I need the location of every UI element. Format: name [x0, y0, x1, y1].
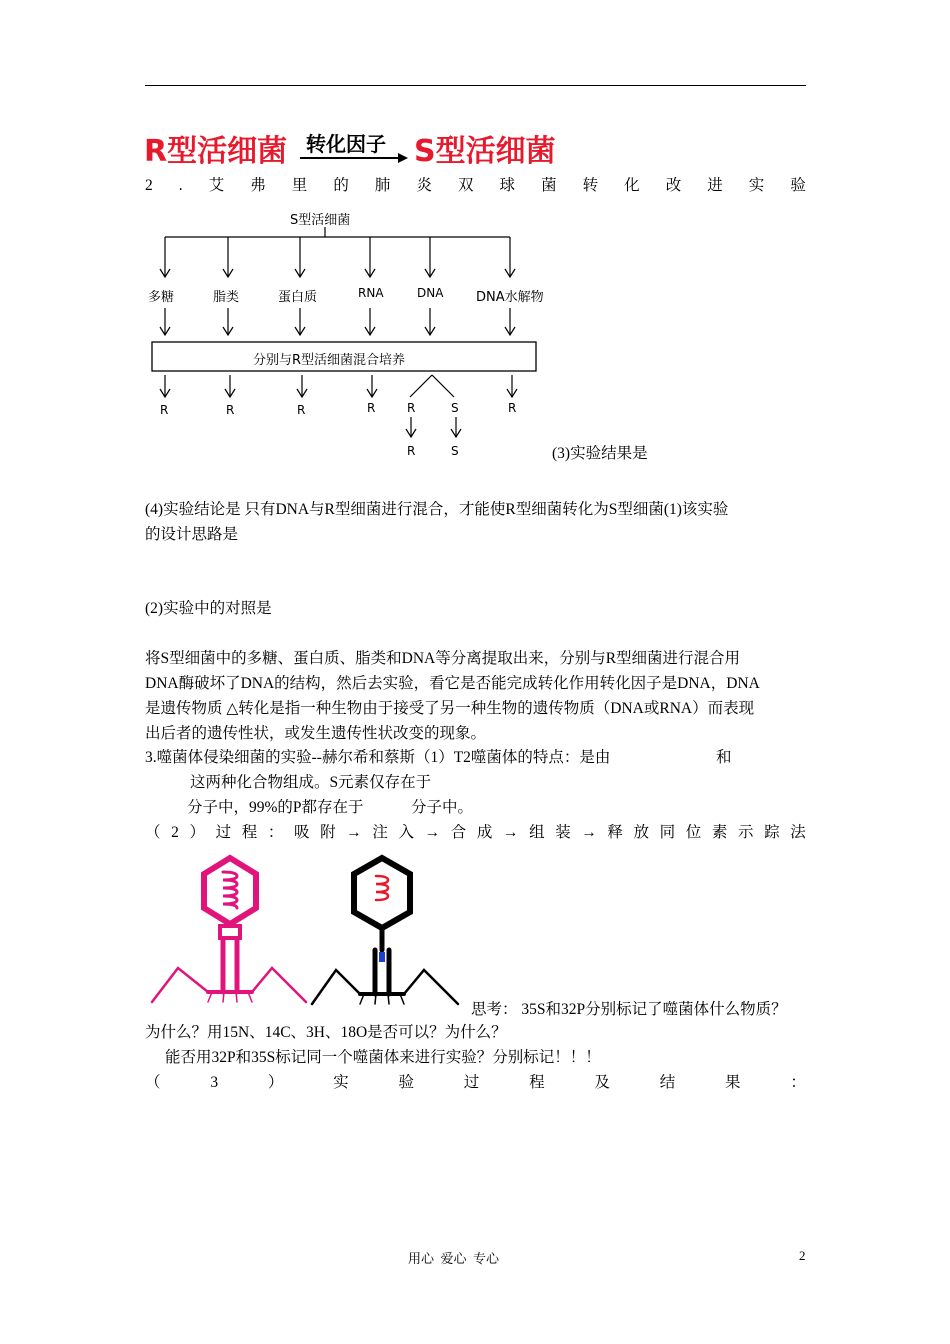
result-r: R [407, 401, 416, 415]
phage-black-illustration [308, 852, 468, 1010]
justified-char: 装 [555, 824, 571, 841]
section2-heading [145, 175, 806, 197]
justified-char: 改 [665, 177, 682, 194]
justified-char: 果 [725, 1074, 741, 1091]
justified-char: ： [267, 824, 284, 841]
justified-char: ： [790, 1074, 806, 1091]
justified-char: 释 [607, 824, 623, 841]
justified-char: 的 [333, 177, 349, 194]
result-r-lower: R [407, 444, 416, 458]
justified-char: 菌 [541, 177, 557, 194]
justified-char: 过 [215, 824, 232, 841]
justified-char: 素 [711, 824, 728, 841]
justified-char: 2 [145, 177, 153, 194]
section3-line3a: 分子中，99%的P都存在于 [187, 799, 364, 816]
justified-char: 验 [790, 177, 806, 194]
justified-char: → [346, 824, 362, 841]
think-line2: 为什么？用15N、14C、3H、18O是否可以？为什么？ [145, 1024, 507, 1041]
justified-char: 踪 [764, 824, 780, 841]
justified-char: → [581, 824, 597, 841]
section3-line1: 3.噬菌体侵染细菌的实验--赫尔希和蔡斯（1）T2噬菌体的特点：是由 [145, 749, 611, 766]
justified-char: 弗 [250, 177, 266, 194]
justified-char: 肺 [374, 177, 391, 194]
justified-char: 结 [659, 1074, 676, 1091]
page-number: 2 [799, 1248, 806, 1263]
justified-char: 艾 [208, 177, 225, 194]
result-r: R [160, 403, 169, 417]
justified-char: ） [267, 1074, 284, 1091]
header-rule [145, 85, 806, 86]
justified-char: （ [145, 824, 161, 841]
component-protein: 蛋白质 [278, 290, 318, 305]
component-dna: DNA [417, 286, 444, 300]
justified-char: 程 [241, 824, 258, 841]
section3-line2: 这两种化合物组成。S元素仅存在于 [190, 774, 432, 791]
title-left: R型活细菌 [144, 134, 288, 169]
justified-char: → [502, 824, 519, 841]
result-r: R [226, 403, 235, 417]
justified-char: 附 [320, 824, 336, 841]
component-dna-hydrolysate: DNA水解物 [476, 290, 544, 305]
justified-char: 放 [633, 824, 650, 841]
justified-char: 2 [171, 824, 179, 841]
justified-char: 化 [624, 177, 640, 194]
think-line3: 能否用32P和35S标记同一个噬菌体来进行实验？分别标记！！！ [165, 1049, 601, 1066]
justified-char: 程 [529, 1074, 545, 1091]
paragraph-line: 是遗传物质 △转化是指一种生物由于接受了另一种生物的遗传物质（DNA或RNA）而表现 [145, 700, 755, 717]
result-s-lower: S [451, 444, 459, 458]
section3-line3b: 分子中。 [411, 799, 474, 816]
justified-char: 入 [398, 824, 414, 841]
justified-char: 过 [463, 1074, 480, 1091]
flow-lines [140, 225, 560, 465]
justified-char: → [424, 824, 441, 841]
justified-char: 吸 [293, 824, 310, 841]
step3-line [145, 1072, 806, 1094]
conclusion-line1: (4)实验结论是 只有DNA与R型细菌进行混合，才能使R型细菌转化为S型细菌(1)该实验 [145, 501, 729, 518]
justified-char: 注 [372, 824, 388, 841]
footer-motto: 用心 爱心 专心 [408, 1251, 500, 1266]
title-arrow [298, 152, 410, 164]
justified-char: 同 [659, 824, 676, 841]
justified-char: 炎 [416, 177, 432, 194]
justified-char: 实 [333, 1074, 349, 1091]
flow-box-label: 分别与R型活细菌混合培养 [253, 353, 406, 368]
justified-char: 里 [291, 177, 308, 194]
control-label: (2)实验中的对照是 [145, 600, 272, 617]
process-line [145, 822, 806, 844]
justified-char: 验 [398, 1074, 414, 1091]
justified-char: 双 [457, 177, 474, 194]
justified-char: 实 [748, 177, 765, 194]
justified-char: 法 [790, 824, 806, 841]
paragraph-line: 出后者的遗传性状，或发生遗传性状改变的现象。 [145, 725, 487, 742]
section3-line1-and: 和 [716, 749, 732, 766]
phage-pink-illustration [148, 852, 310, 1010]
justified-char: 球 [499, 177, 516, 194]
conclusion-line2: 的设计思路是 [145, 526, 239, 543]
justified-char: ） [189, 824, 205, 841]
result-label: (3)实验结果是 [552, 445, 648, 462]
justified-char: 示 [738, 824, 754, 841]
component-polysaccharide: 多糖 [148, 290, 175, 305]
justified-char: 合 [450, 824, 467, 841]
justified-char: . [178, 177, 183, 194]
justified-char: （ [145, 1074, 161, 1091]
component-lipid: 脂类 [213, 290, 240, 305]
think-line1: 思考： 35S和32P分别标记了噬菌体什么物质？ [471, 1001, 787, 1018]
flow-top-label: S型活细菌 [290, 213, 351, 228]
justified-char: 进 [707, 177, 723, 194]
paragraph-line: 将S型细菌中的多糖、蛋白质、脂类和DNA等分离提取出来，分别与R型细菌进行混合用 [145, 650, 741, 667]
justified-char: 成 [476, 824, 493, 841]
result-r: R [367, 401, 376, 415]
paragraph-line: DNA酶破坏了DNA的结构，然后去实验，看它是否能完成转化作用转化因子是DNA，DNA [145, 675, 760, 692]
top-arrows [160, 237, 515, 277]
justified-char: 及 [594, 1074, 610, 1091]
result-s: S [451, 401, 459, 415]
component-rna: RNA [358, 286, 384, 300]
title-arrow-label: 转化因子 [306, 132, 386, 156]
justified-char: 3 [210, 1074, 219, 1091]
result-r: R [508, 401, 517, 415]
justified-char: 组 [529, 824, 545, 841]
justified-char: 转 [582, 177, 599, 194]
result-r: R [297, 403, 306, 417]
justified-char: 位 [685, 824, 702, 841]
title-right: S型活细菌 [414, 134, 556, 169]
